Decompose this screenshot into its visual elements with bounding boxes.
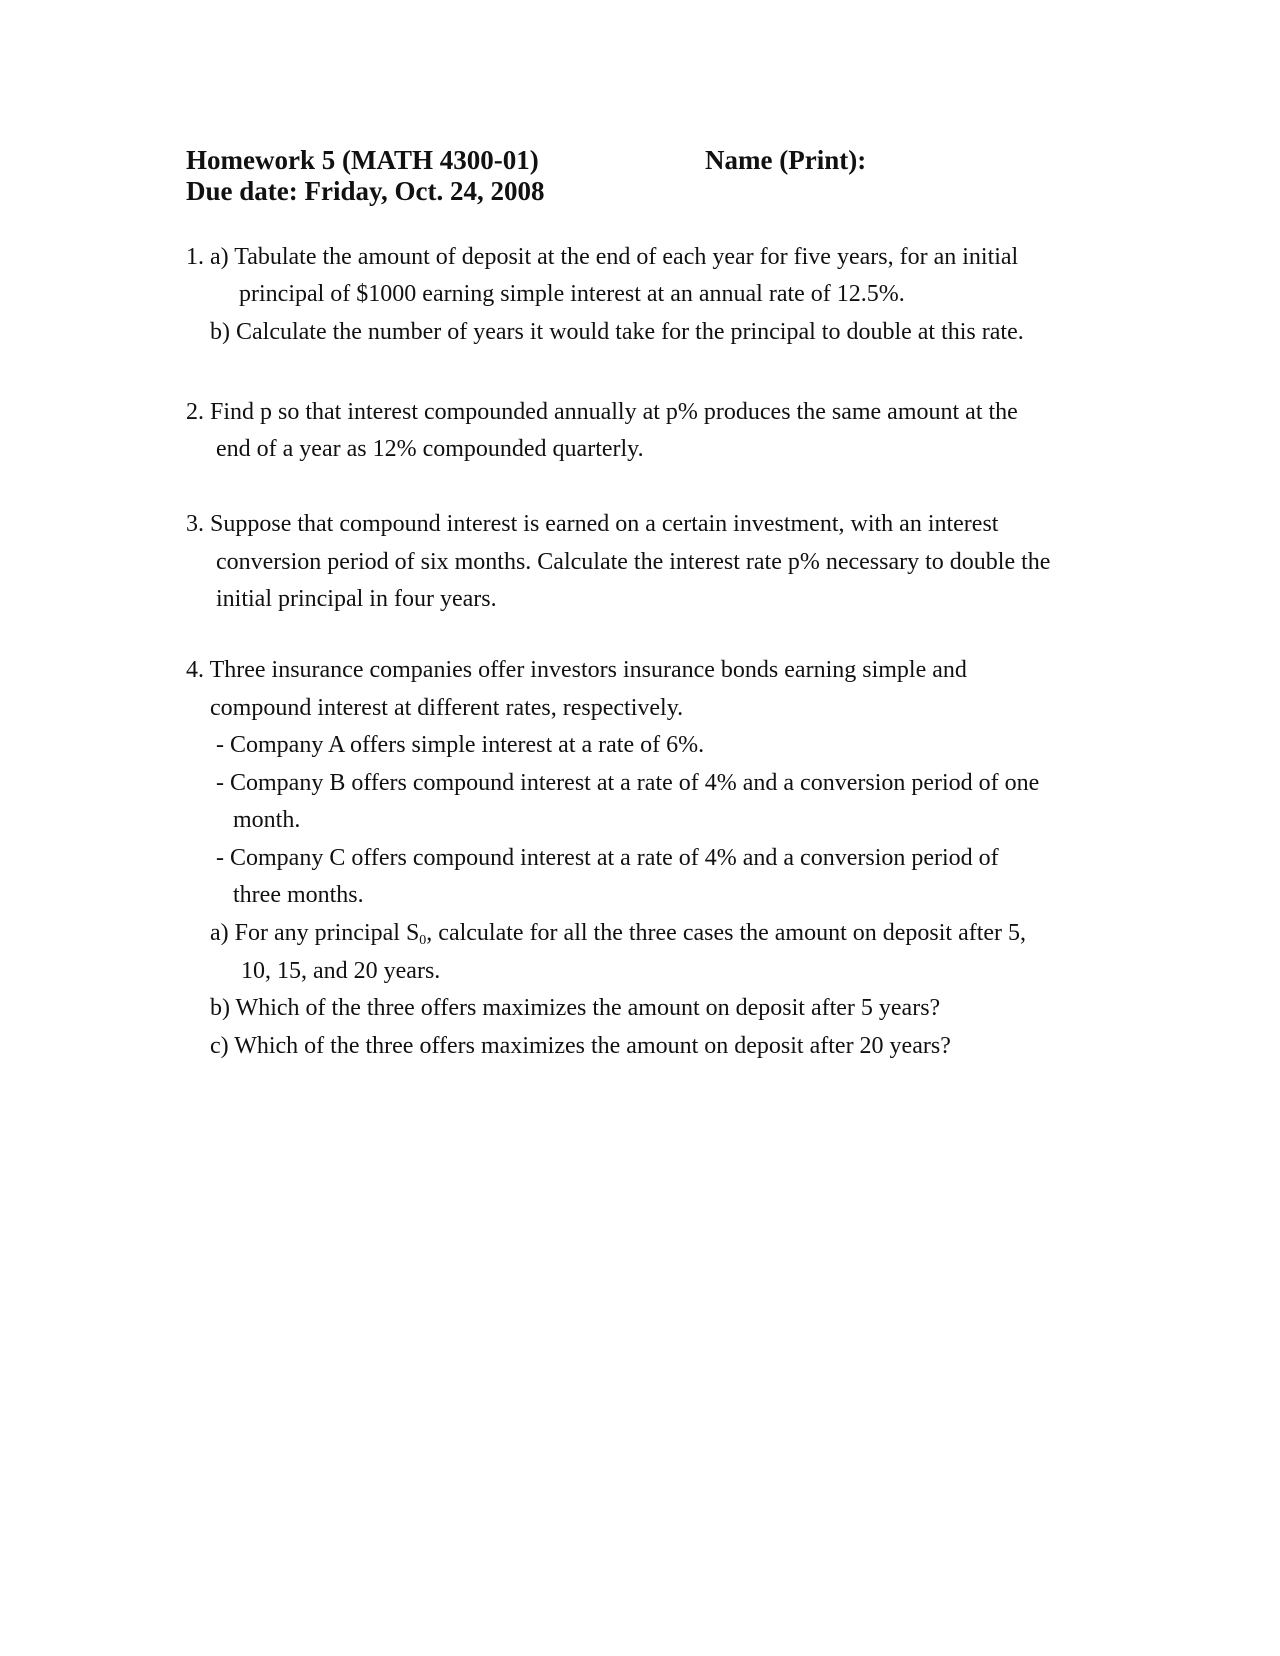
name-print-label: Name (Print): (705, 145, 867, 175)
problem-1-line-3: b) Calculate the number of years it would take for the principal to double at this rate. (210, 319, 1024, 345)
problem-4-part-b: b) Which of the three offers maximizes the amount on deposit after 5 years? (210, 995, 941, 1021)
part-a-text-post: , calculate for all the three cases the amount on deposit after 5, (426, 920, 1027, 946)
problem-4-company-c: - Company C offers compound interest at a rate of 4% and a conversion period of (216, 845, 999, 871)
part-a-text-pre: a) For any principal S (210, 920, 420, 946)
problem-4-line-2: compound interest at different rates, respectively. (210, 695, 684, 721)
homework-title: Homework 5 (MATH 4300-01) (186, 145, 539, 175)
problem-2-line-1: 2. Find p so that interest compounded annually at p% produces the same amount at the (186, 399, 1018, 425)
problem-4-company-c-cont: three months. (233, 882, 364, 908)
problem-1-line-1: 1. a) Tabulate the amount of deposit at the end of each year for five years, for an initial (186, 244, 1019, 270)
problem-4-part-a (210, 919, 1026, 947)
problem-4-company-b: - Company B offers compound interest at a rate of 4% and a conversion period of one (216, 770, 1040, 796)
problem-4-part-a-cont: 10, 15, and 20 years. (241, 958, 441, 984)
problem-2-line-2: end of a year as 12% compounded quarterly. (216, 436, 644, 462)
subscript-zero: 0 (419, 933, 427, 948)
problem-3-line-2: conversion period of six months. Calculate the interest rate p% necessary to double the (216, 549, 1051, 575)
problem-1-line-2: principal of $1000 earning simple interest at an annual rate of 12.5%. (239, 281, 905, 307)
due-date: Due date: Friday, Oct. 24, 2008 (186, 176, 545, 206)
problem-4-part-c: c) Which of the three offers maximizes the amount on deposit after 20 years? (210, 1033, 951, 1059)
problem-4-company-b-cont: month. (233, 807, 301, 833)
problem-3-line-3: initial principal in four years. (216, 586, 497, 612)
problem-4-line-1: 4. Three insurance companies offer investors insurance bonds earning simple and (186, 657, 967, 683)
problem-4-company-a: - Company A offers simple interest at a rate of 6%. (216, 732, 705, 758)
problem-3-line-1: 3. Suppose that compound interest is earned on a certain investment, with an interest (186, 511, 999, 537)
